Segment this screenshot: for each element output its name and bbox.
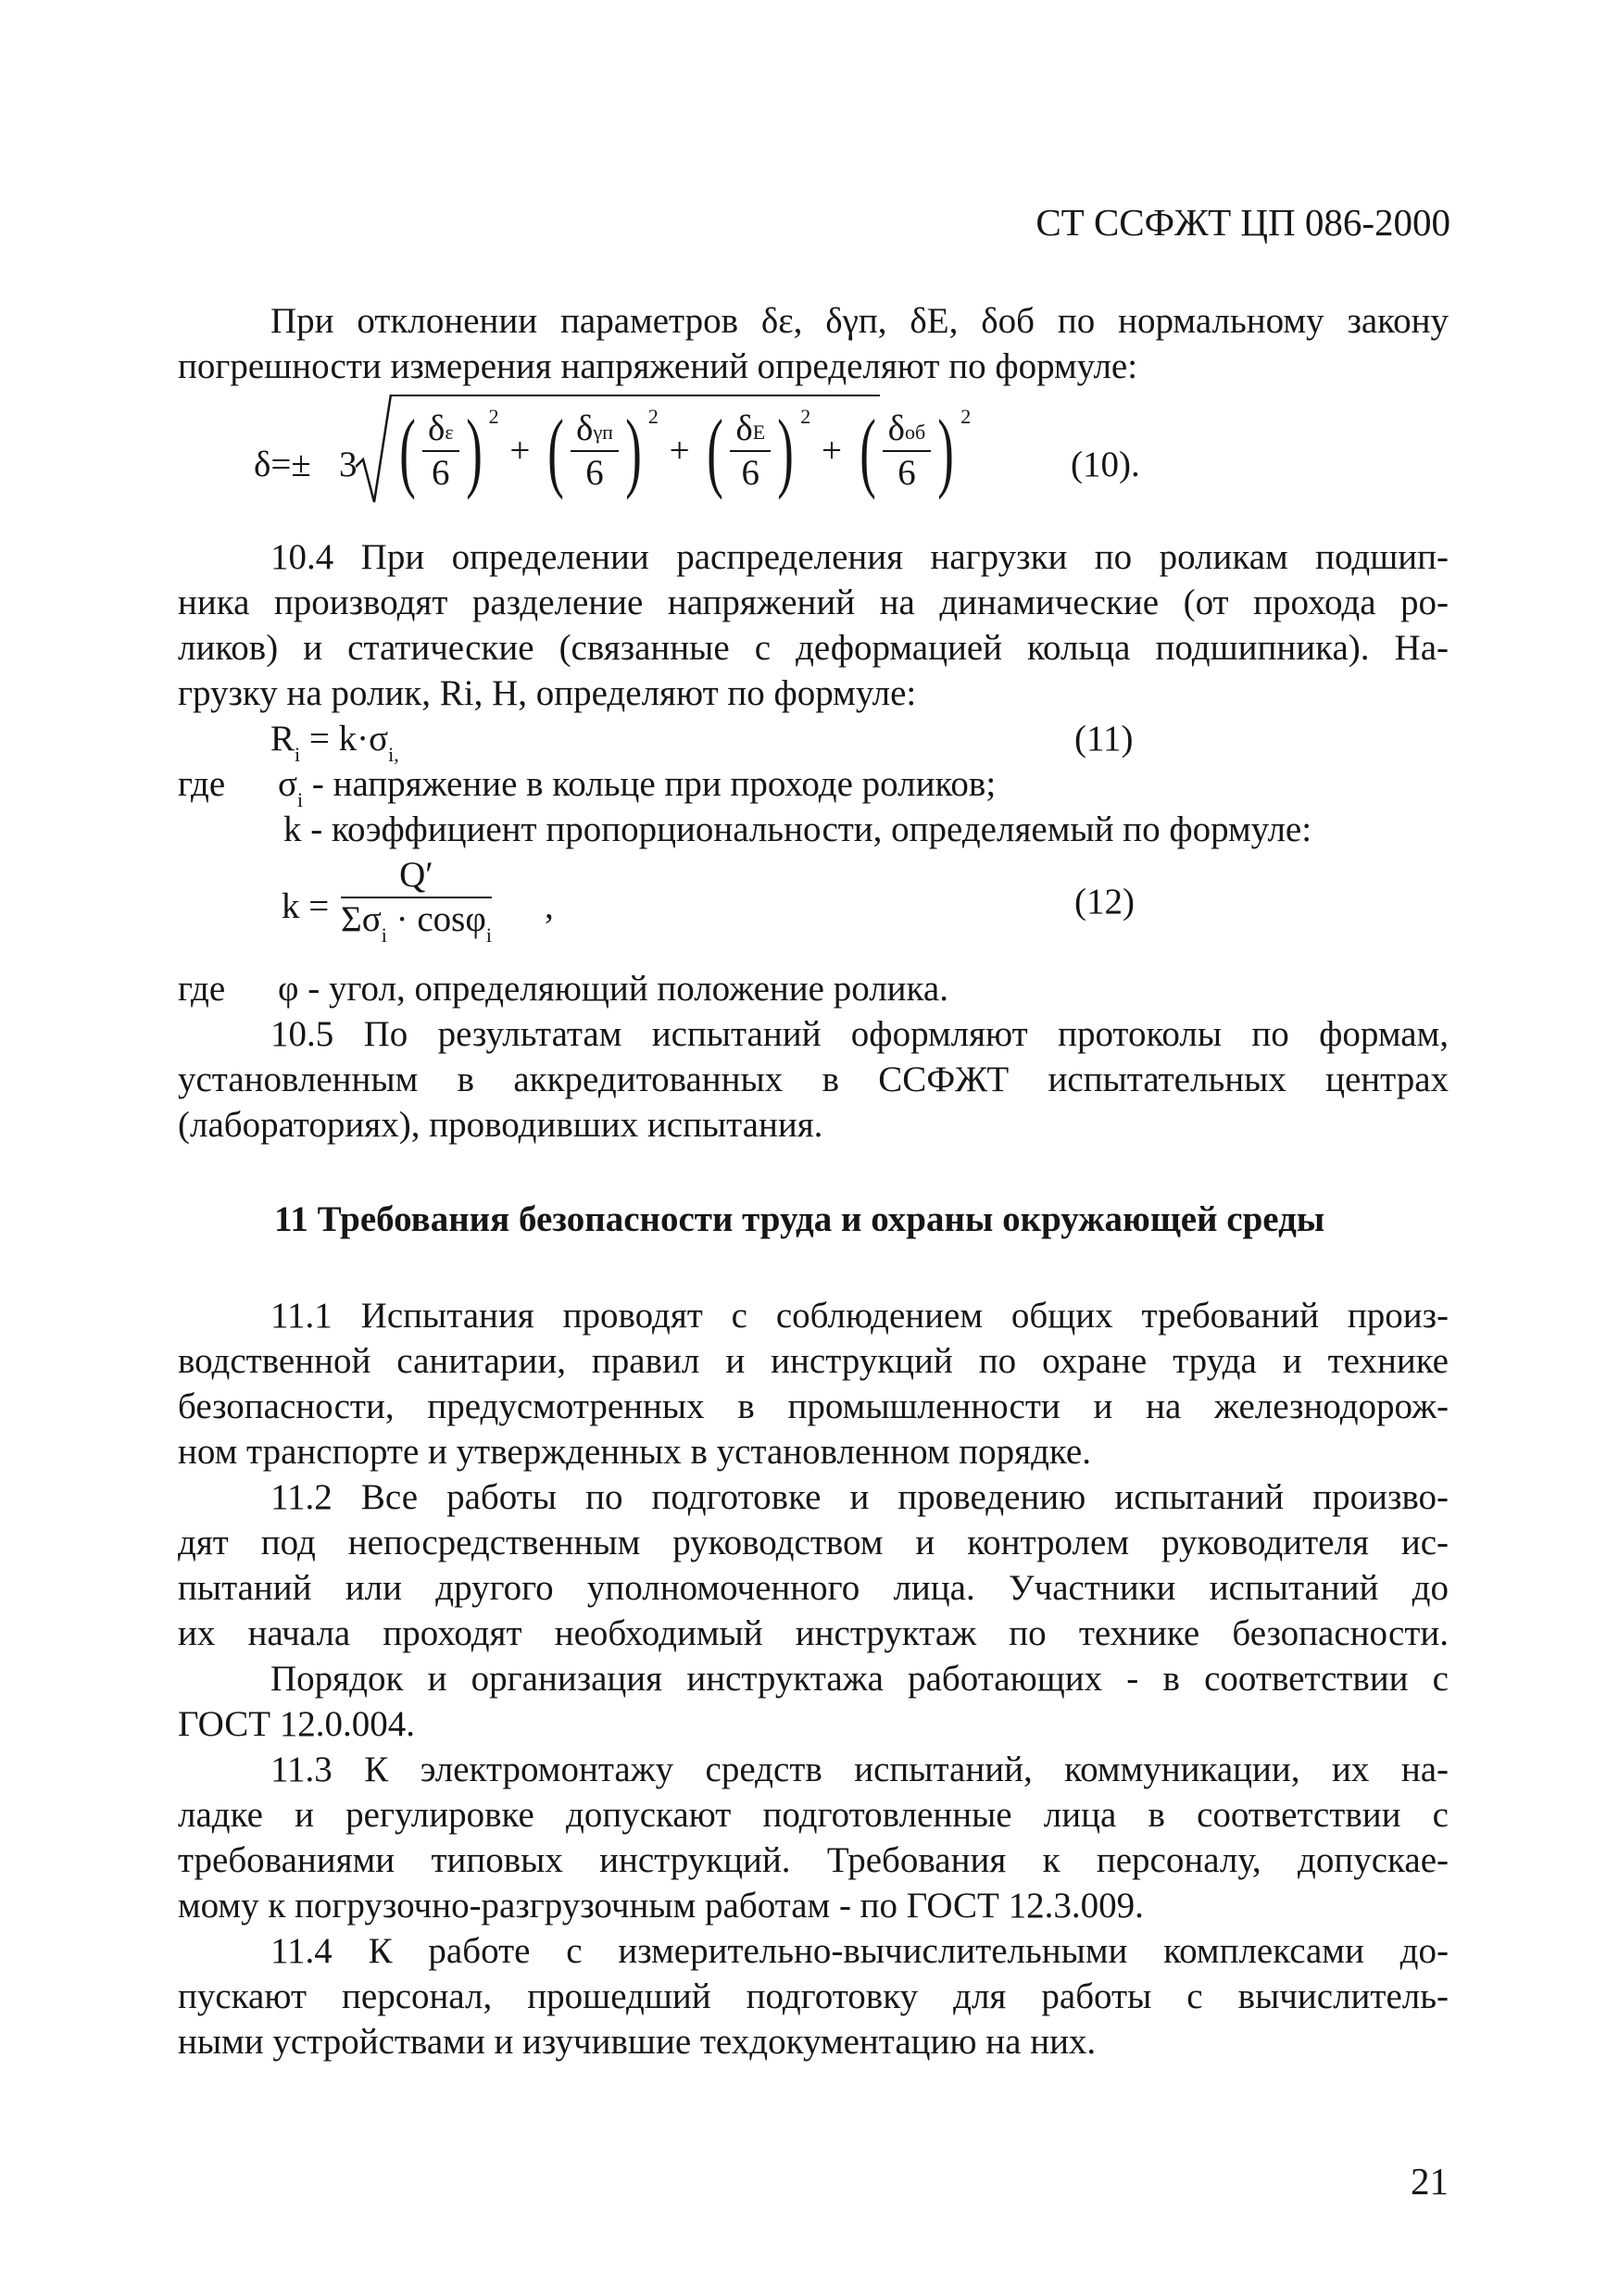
p11-1-line-4: ном транспорте и утвержденных в установленном порядке. [178, 1432, 1091, 1472]
formula-10-terms: ( $\frac{\delta\varepsilon}{6}$ ) $^2$ + ( $\frac{\text{δγп}}{6}$ ) $^2$ + ( $\frac{\delta E}{6}$ ) $^2$ + ( $\frac{\text{δоб}}{6}$ ) $^2$ [399, 401, 972, 500]
p11-3-line-1: 11.3 К электромонтажу средств испытаний, коммуникации, их на- [270, 1750, 1449, 1789]
p11-1-line-1: 11.1 Испытания проводят с соблюдением общих требований произ- [270, 1296, 1449, 1336]
p11-1-line-3: безопасности, предусмотренных в промышленности и на железнодорож- [178, 1386, 1449, 1426]
p11-3-line-3: требованиями типовых инструкций. Требования к персоналу, допускае- [178, 1840, 1449, 1880]
p11-4-line-2: пускают персонал, прошедший подготовку для работы с вычислитель- [178, 1976, 1449, 2016]
p11-2-line-4: их начала проходят необходимый инструктаж по технике безопасности. [178, 1613, 1449, 1653]
where-label-2: где [178, 969, 226, 1009]
p11-4-line-3: ными устройствами и изучившие техдокументацию на них. [178, 2022, 1097, 2062]
formula-12-fraction: $\frac{Q'}{\Sigma\sigma_i \cdot \cos\varphi_i}$ [341, 855, 492, 947]
formula-12-comma: , [545, 886, 554, 926]
p11-4-line-1: 11.4 К работе с измерительно-вычислительными комплексами до- [270, 1931, 1449, 1971]
formula-10-lhs: δ=± [254, 445, 311, 484]
p11-2-line-3: пытаний или другого уполномоченного лица. Участники испытаний до [178, 1568, 1449, 1608]
formula-10-root-index: 3 [339, 445, 358, 484]
p10-5-line-1: 10.5 По результатам испытаний оформляют протоколы по формам, [270, 1014, 1449, 1054]
p10-5-line-2: установленным в аккредитованных в ССФЖТ испытательных центрах [178, 1060, 1449, 1099]
document-code-header: СТ ССФЖТ ЦП 086-2000 [1035, 201, 1450, 244]
order-line-1: Порядок и организация инструктажа работающих - в соответствии с [270, 1659, 1449, 1699]
phi-definition: φ - угол, определяющий положение ролика. [278, 969, 948, 1009]
radical-sign-icon [356, 393, 393, 504]
p10-5-line-3: (лабораториях), проводивших испытания. [178, 1105, 823, 1145]
p11-1-line-2: водственной санитарии, правил и инструкций по охране труда и технике [178, 1341, 1449, 1381]
section-11-heading: 11 Требования безопасности труда и охраны окружающей среды [274, 1199, 1325, 1239]
p11-2-line-1: 11.2 Все работы по подготовке и проведению испытаний произво- [270, 1477, 1449, 1517]
sigma-definition: $\sigma_i$ - напряжение в кольце при проходе роликов; [278, 764, 997, 811]
formula-12-number: (12) [1074, 882, 1135, 922]
intro-line-1: При отклонении параметров δε, δγп, δE, δоб по нормальному закону [270, 301, 1449, 341]
order-line-2: ГОСТ 12.0.004. [178, 1704, 416, 1744]
where-label-1: где [178, 764, 226, 804]
k-definition: k - коэффициент пропорциональности, определяемый по формуле: [283, 809, 1312, 849]
page-number: 21 [1411, 2160, 1449, 2202]
formula-11-number: (11) [1074, 719, 1134, 759]
p11-2-line-2: дят под непосредственным руководством и контролем руководителя ис- [178, 1523, 1449, 1562]
p11-3-line-2: ладке и регулировке допускают подготовленные лица в соответствии с [178, 1795, 1449, 1835]
radical-bar [391, 395, 880, 396]
formula-10-number: (10). [1071, 445, 1140, 484]
formula-11: $R_i = k\cdot\sigma_{i,}$ [270, 719, 399, 766]
p10-4-line-2: ника производят разделение напряжений на динамические (от прохода ро- [178, 583, 1449, 622]
p10-4-line-3: ликов) и статические (связанные с деформацией кольца подшипника). На- [178, 628, 1449, 668]
p11-3-line-4: мому к погрузочно-разгрузочным работам - по ГОСТ 12.3.009. [178, 1886, 1144, 1926]
intro-line-2: погрешности измерения напряжений определяют по формуле: [178, 346, 1138, 386]
p10-4-line-1: 10.4 При определении распределения нагрузки по роликам подшип- [270, 537, 1449, 577]
p10-4-line-4: грузку на ролик, Ri, H, определяют по формуле: [178, 673, 917, 713]
formula-12-lhs: k = [282, 886, 330, 926]
